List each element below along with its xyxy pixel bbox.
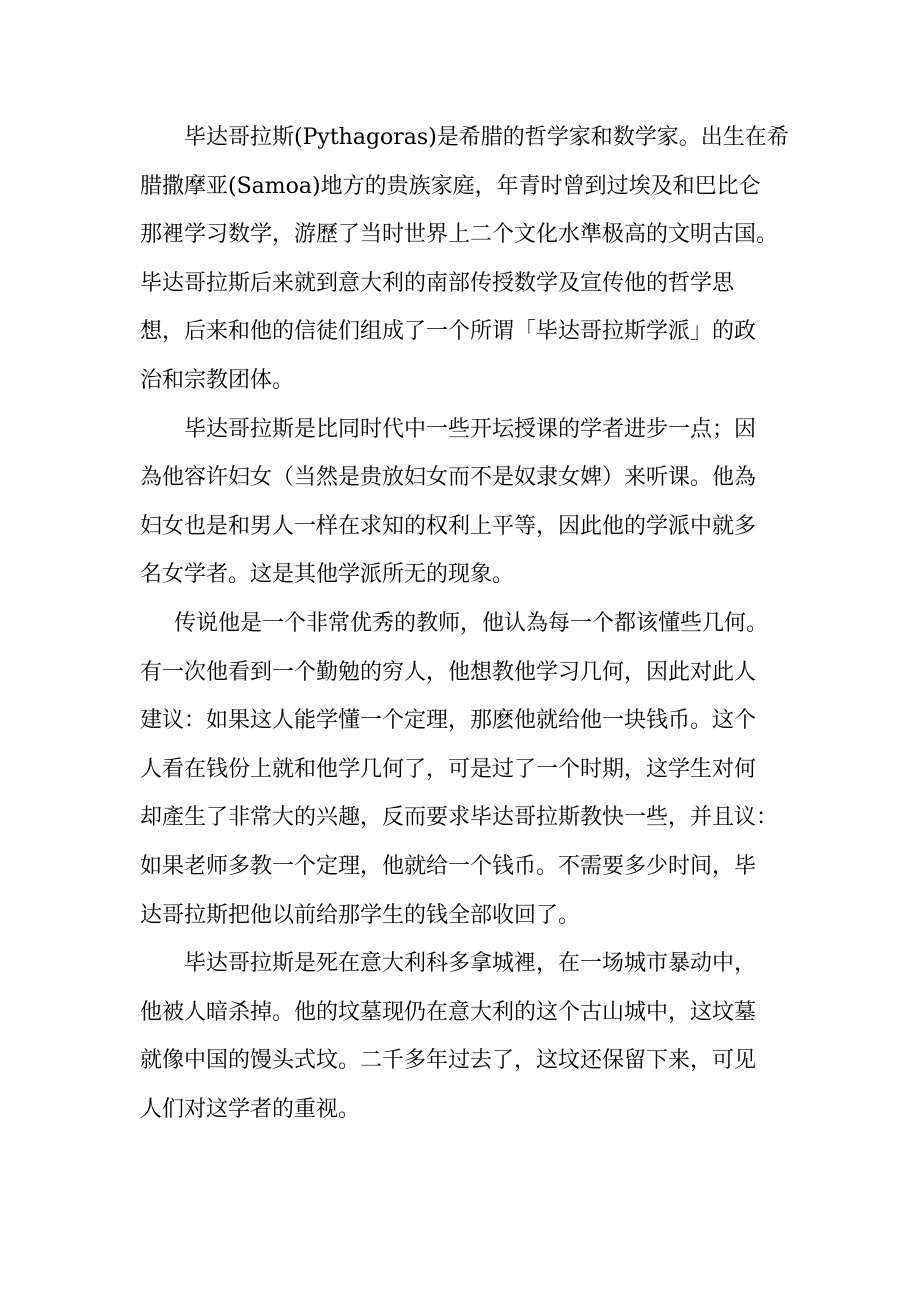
- paragraph-4: [140, 940, 790, 1134]
- text-line: 毕达哥拉斯是比同时代中一些开坛授课的学者进步一点；因: [184, 416, 757, 442]
- text-line: 為他容许妇女（当然是贵放妇女而不是奴隶女婢）来听课。他為: [140, 465, 757, 491]
- text-line: 毕达哥拉斯(Pythagoras)是希腊的哲学家和数学家。出生在希: [184, 125, 789, 150]
- text-line: 达哥拉斯把他以前给那学生的钱全部收回了。: [140, 902, 581, 928]
- paragraph-2: [140, 406, 790, 600]
- text-line: 建议：如果这人能学懂一个定理，那麽他就给他一块钱币。这个: [140, 708, 757, 734]
- text-line: 毕达哥拉斯后来就到意大利的南部传授数学及宣传他的哲学思: [140, 270, 735, 296]
- text-line: 毕达哥拉斯是死在意大利科多拿城裡，在一场城市暴动中，: [184, 951, 757, 977]
- text-line: 有一次他看到一个勤勉的穷人，他想教他学习几何，因此对此人: [140, 659, 757, 685]
- paragraph-3: [140, 600, 790, 940]
- text-line: 人看在钱份上就和他学几何了，可是过了一个时期，这学生对何: [140, 756, 757, 782]
- text-line: 治和宗教团体。: [140, 367, 295, 393]
- text-line: 就像中国的馒头式坟。二千多年过去了，这坟还保留下来，可见: [140, 1048, 757, 1074]
- text-line: 他被人暗杀掉。他的坟墓现仍在意大利的这个古山城中，这坟墓: [140, 999, 757, 1025]
- text-line: 名女学者。这是其他学派所无的现象。: [140, 562, 515, 588]
- paragraph-1: [140, 114, 790, 406]
- text-line: 想，后来和他的信徒们组成了一个所谓「毕达哥拉斯学派」的政: [140, 319, 757, 345]
- text-line: 人们对这学者的重视。: [140, 1096, 361, 1122]
- text-line: 传说他是一个非常优秀的教师，他认為每一个都该懂些几何。: [174, 610, 769, 636]
- text-line: 却產生了非常大的兴趣，反而要求毕达哥拉斯教快一些，并且议：: [140, 805, 779, 831]
- text-line: 那裡学习数学，游歷了当时世界上二个文化水準极高的文明古国。: [140, 222, 779, 248]
- text-line: 腊撒摩亚(Samoa)地方的贵族家庭，年青时曾到过埃及和巴比仑: [140, 173, 761, 199]
- text-line: 如果老师多教一个定理，他就给一个钱币。不需要多少时间，毕: [140, 853, 757, 879]
- article-body: [140, 114, 790, 1134]
- text-line: 妇女也是和男人一样在求知的权利上平等，因此他的学派中就多: [140, 513, 757, 539]
